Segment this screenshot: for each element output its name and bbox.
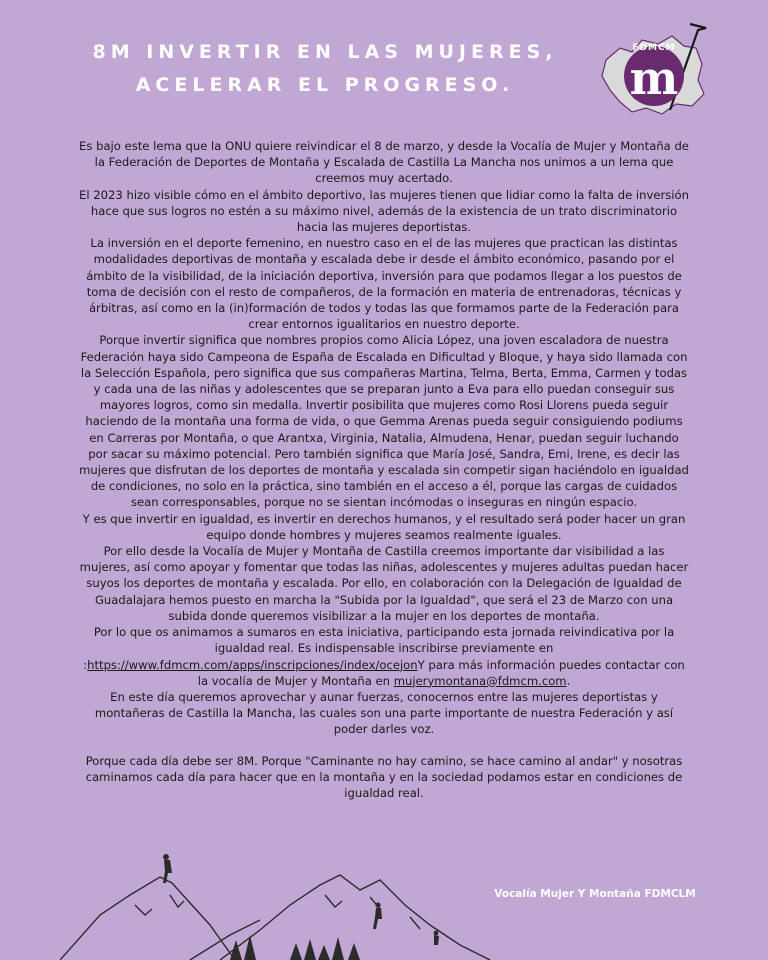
title-line-2: ACELERAR EL PROGRESO. [135, 74, 515, 96]
paragraph-intro: Es bajo este lema que la ONU quiere reivindicar el 8 de marzo, y desde la Vocalía de Mujer y Montaña de la Federación de Deportes de Montaña y Escalada de Castilla La Mancha nos unimos a un lema que creemos muy acertado. [79, 139, 689, 186]
paragraph-visibility: Por ello desde la Vocalía de Mujer y Montaña de Castilla creemos importante dar visibilidad a las mujeres, así como apoyar y fomentar que todas las niñas, adolescentes y mujeres adultas puedan hacer suyos los deportes de montaña y escalada. Por ello, en colaboración con la Delegación de Igualdad de Guadalajara hemos puesto en marcha la "Subida por la Igualdad", que será el 23 de Marzo con una subida donde queremos visibilizar a la mujer en los deportes de montaña. [79, 544, 689, 623]
page-title [60, 36, 590, 102]
mountains-climbers-illustration [60, 835, 500, 960]
paragraph-2023: El 2023 hizo visible cómo en el ámbito deportivo, las mujeres tienen que lidiar como la falta de inversión hace que sus logros no estén a su máximo nivel, además de la existencia de un trato discriminatorio hacia las mujeres deportistas. [79, 187, 689, 235]
paragraph-invite [78, 624, 690, 689]
invite-text: Por lo que os animamos a sumaros en esta iniciativa, participando esta jornada reivindicativa por la igualdad real. Es indispensable inscribirse previamente en : [83, 625, 675, 672]
article-body [78, 138, 690, 801]
contact-email-link[interactable]: mujerymontana@fdmcm.com [393, 673, 567, 688]
invite-contact-text: Y para más información puedes contactar con la vocalía de Mujer y Montaña en [197, 657, 685, 688]
invite-end: . [566, 673, 571, 688]
logo-letter: m [629, 51, 679, 105]
paragraph-names: Porque invertir significa que nombres propios como Alicia López, una joven escaladora de nuestra Federación haya sido Campeona de España de Escalada en Dificultad y Bloque, y haya sido llamada con la Selección Española, pero significa que sus compañeras Martina, Telma, Berta, Emma, Carmen y todas y cada una de las niñas y adolescentes que se preparan junto a Eva para ello puedan conseguir sus mayores logros, como sin medalla. Invertir posibilita que mujeres como Rosi Llorens pueda seguir haciendo de la montaña una forma de vida, o que Gemma Arenas pueda seguir consiguiendo podiums en Carreras por Montaña, o que Arantxa, Virginia, Natalia, Almudena, Henar, puedan seguir luchando por sacar su máximo potencial. Pero también significa que María José, Sandra, Emi, Irene, es decir las mujeres que disfrutan de los deportes de montaña y escalada sin competir sigan haciéndolo en igualdad de condiciones, no solo en la práctica, sino también en el acceso a él, porque las cargas de cuidados sean corresponsables, porque no se sientan incómodas o inseguras en ningún espacio. [79, 333, 689, 510]
title-line-1: 8M INVERTIR EN LAS MUJERES, [92, 41, 558, 63]
paragraph-rights: Y es que invertir en igualdad, es invertir en derechos humanos, y el resultado será poder hacer un gran equipo donde hombres y mujeres seamos realmente iguales. [82, 511, 686, 542]
registration-link[interactable]: https://www.fdmcm.com/apps/inscripciones/index/ocejon [87, 657, 418, 672]
fdmcm-logo [598, 18, 710, 122]
signature: Vocalía Mujer Y Montaña FDMCLM [494, 888, 696, 900]
paragraph-closing: En este día queremos aprovechar y aunar fuerzas, conocernos entre las mujeres deportistas y montañeras de Castilla la Mancha, las cuales son una parte importante de nuestra Federación y así poder darles voz. [94, 689, 674, 737]
paragraph-investment: La inversión en el deporte femenino, en nuestro caso en el de las mujeres que practican las distintas modalidades deportivas de montaña y escalada debe ir desde el ámbito económico, pasando por el ámbito de la visibilidad, de la iniciación deportiva, inversión para que podamos llegar a los puestos de toma de decisión con el resto de compañeros, de la formación en materia de entrenadoras, técnicas y árbitras, así como en la (in)formación de todos y todas las que formamos parte de la Federación para crear entornos igualitarios en nuestro deporte. [86, 236, 682, 332]
logo-acronym: FDMCM [632, 43, 676, 53]
paragraph-final: Porque cada día debe ser 8M. Porque "Caminante no hay camino, se hace camino al andar" y nosotras caminamos cada día para hacer que en la montaña y en la sociedad podamos estar en condiciones de igualdad real. [85, 753, 683, 800]
